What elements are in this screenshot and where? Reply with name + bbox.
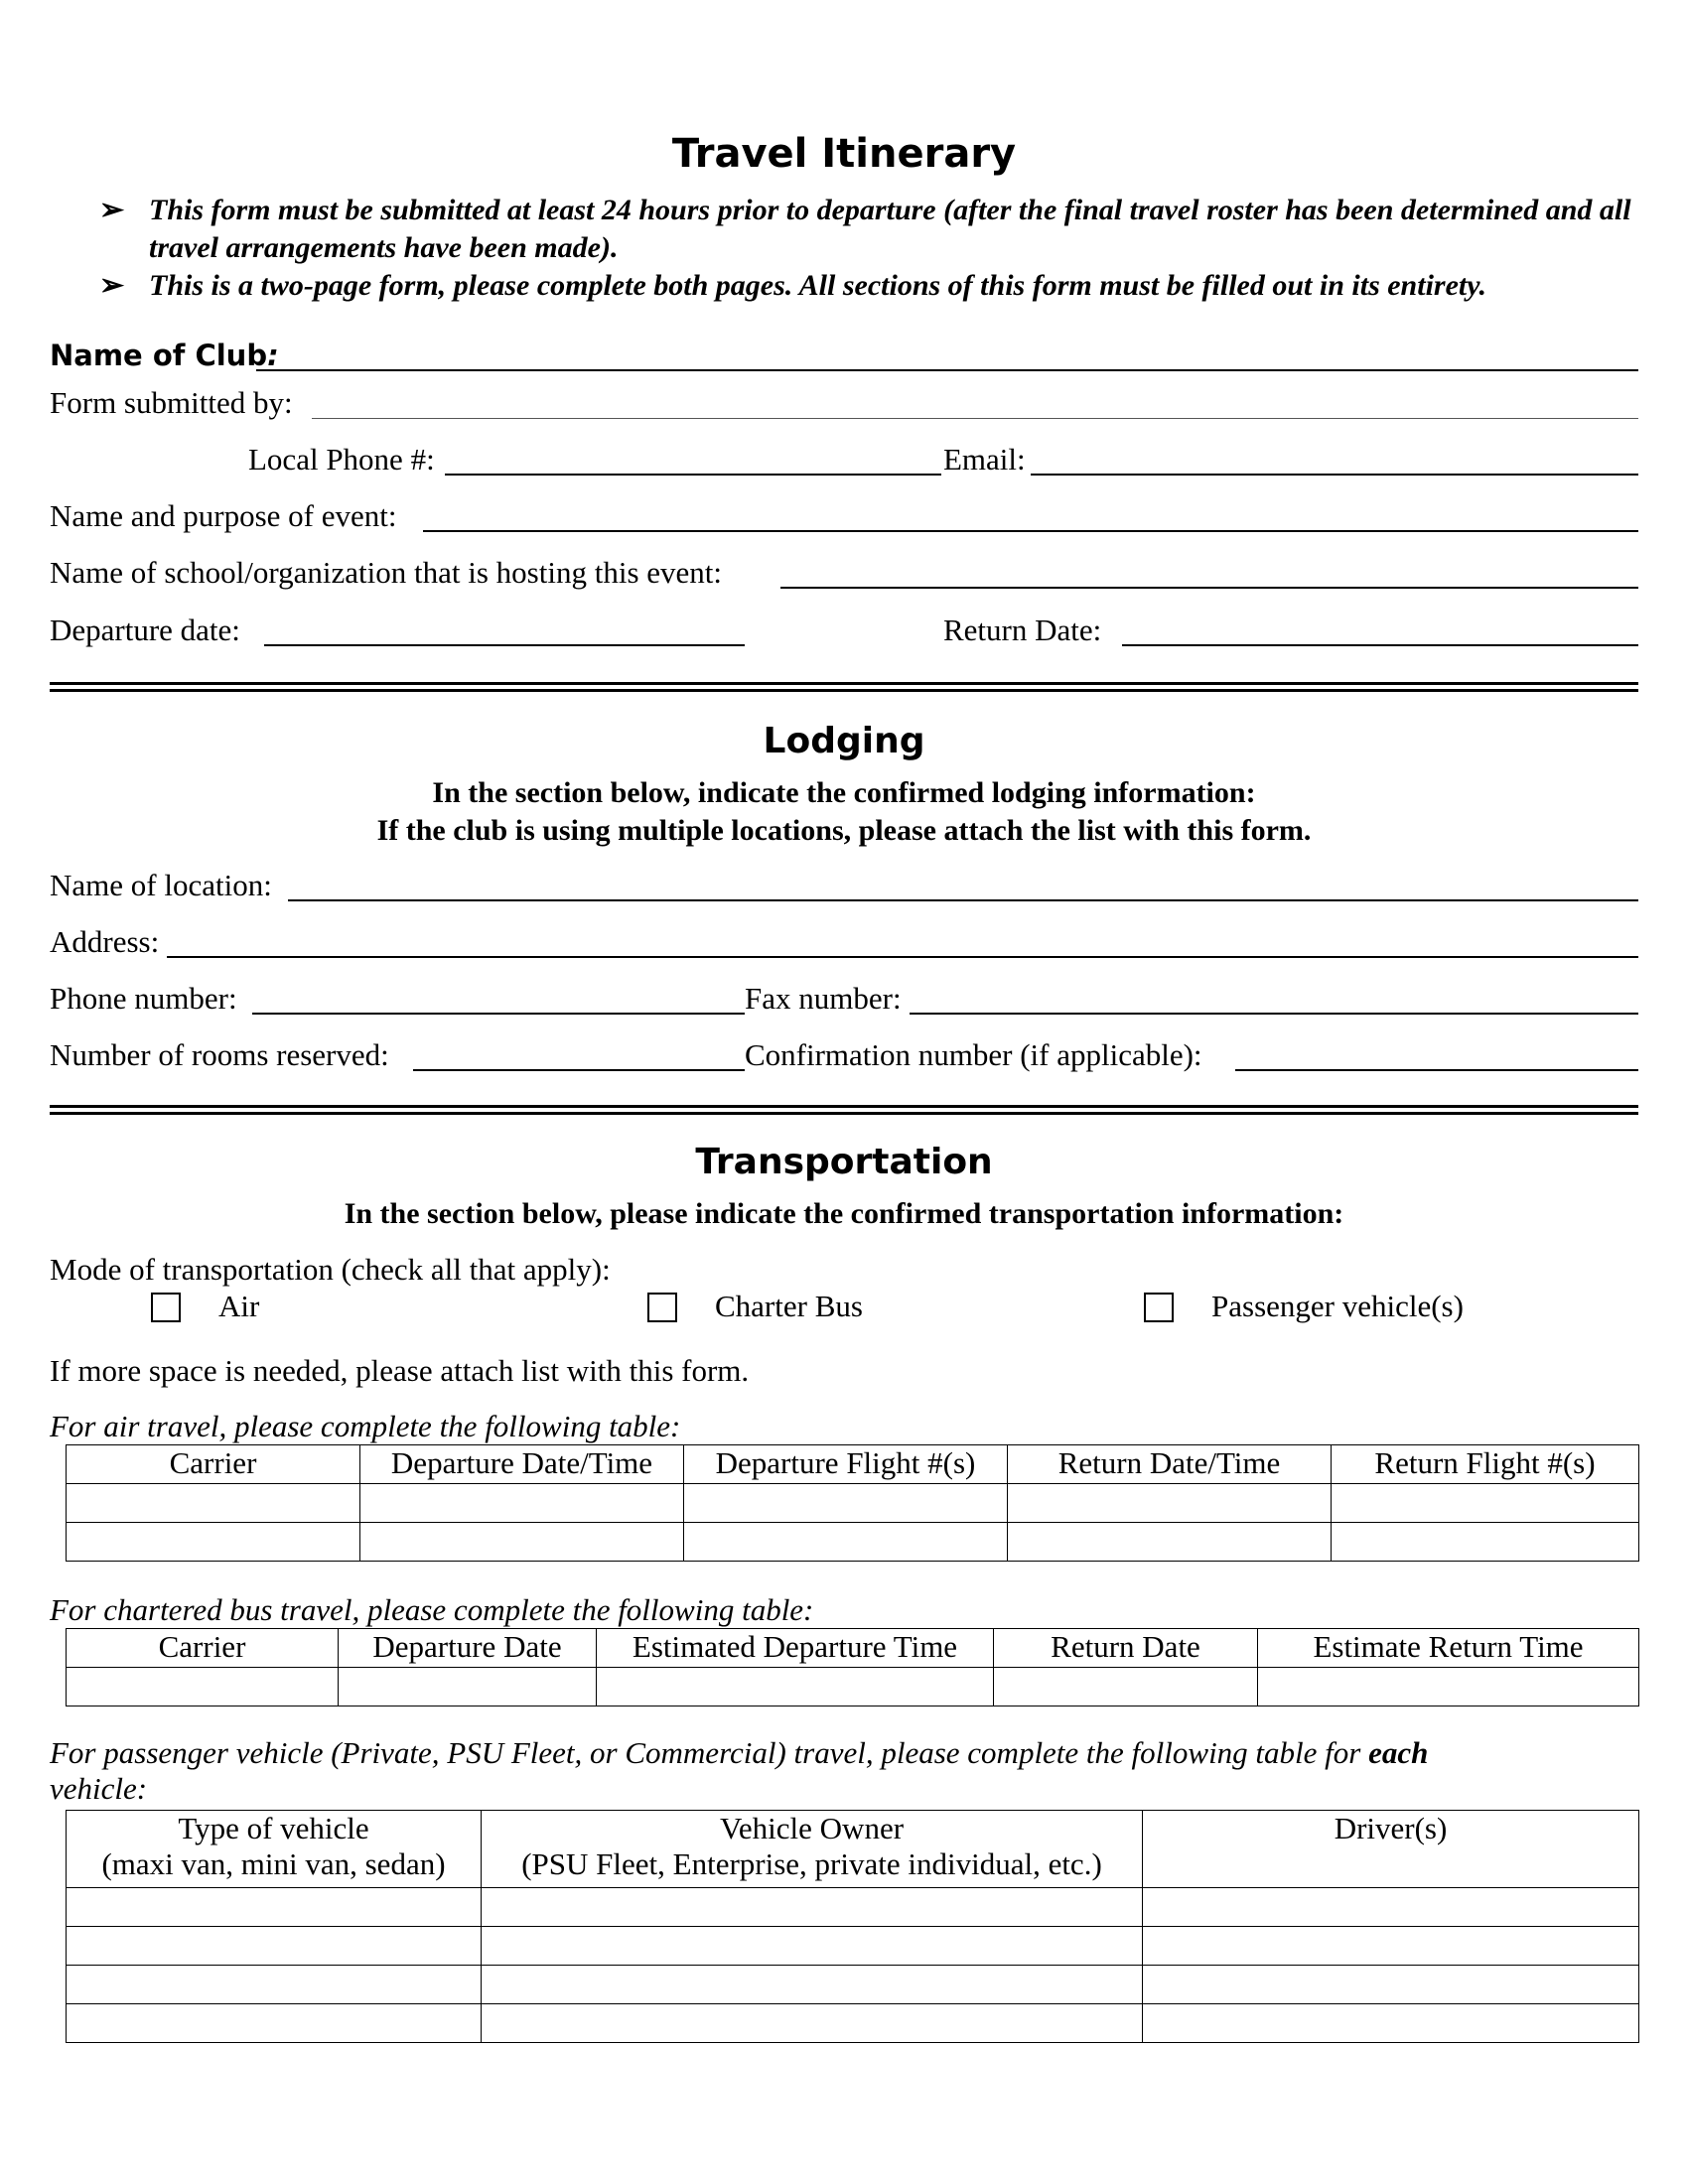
table-cell[interactable] xyxy=(684,1484,1008,1523)
dates-row xyxy=(50,611,1638,650)
passenger-vehicle-option-label: Passenger vehicle(s) xyxy=(1211,1289,1464,1323)
lodging-phone-row xyxy=(50,979,1638,1019)
table-cell[interactable] xyxy=(1143,1966,1639,2004)
instruction-text: This form must be submitted at least 24 hours prior to departure (after the final travel roster has been determined and all travel arrangements have been made). xyxy=(149,194,1631,264)
table-cell[interactable] xyxy=(1143,1888,1639,1927)
table-cell[interactable] xyxy=(67,1523,360,1562)
column-header: Departure Flight #(s) xyxy=(684,1445,1008,1484)
return-date-label: Return Date: xyxy=(943,613,1102,647)
table-row xyxy=(67,1927,1639,1966)
rooms-row xyxy=(50,1035,1638,1075)
table-cell[interactable] xyxy=(1332,1484,1639,1523)
confirmation-label: Confirmation number (if applicable): xyxy=(745,1037,1202,1072)
instruction-bullet xyxy=(99,267,1648,305)
rooms-label: Number of rooms reserved: xyxy=(50,1037,389,1072)
column-header: Return Date/Time xyxy=(1008,1445,1332,1484)
location-field[interactable] xyxy=(288,899,1638,901)
charter-bus-option-label: Charter Bus xyxy=(715,1289,863,1323)
fax-field[interactable] xyxy=(910,1013,1638,1015)
column-header: Driver(s) xyxy=(1143,1811,1639,1888)
column-header: Carrier xyxy=(67,1445,360,1484)
lodging-phone-field[interactable] xyxy=(252,1013,745,1015)
table-cell[interactable] xyxy=(1143,2004,1639,2043)
instruction-text: This is a two-page form, please complete both pages. All sections of this form must be filled out in its entirety. xyxy=(149,269,1486,302)
column-header: Carrier xyxy=(67,1629,339,1668)
air-checkbox[interactable] xyxy=(151,1293,181,1322)
air-option-label: Air xyxy=(218,1289,260,1323)
table-row xyxy=(67,2004,1639,2043)
transportation-instruction: In the section below, please indicate the confirmed transportation information: xyxy=(344,1197,1344,1230)
column-header: Departure Date xyxy=(339,1629,597,1668)
table-row xyxy=(67,1966,1639,2004)
location-row xyxy=(50,866,1638,905)
air-travel-table xyxy=(66,1444,1639,1562)
return-date-field[interactable] xyxy=(1122,644,1638,646)
instructions-list xyxy=(99,192,1648,305)
local-phone-label: Local Phone #: xyxy=(248,442,435,477)
table-cell[interactable] xyxy=(994,1668,1258,1706)
arrow-bullet-icon: ➢ xyxy=(99,194,125,226)
table-cell[interactable] xyxy=(684,1523,1008,1562)
event-row xyxy=(50,496,1638,536)
fax-label: Fax number: xyxy=(745,981,902,1016)
submitted-by-label: Form submitted by: xyxy=(50,385,293,420)
table-cell[interactable] xyxy=(482,2004,1143,2043)
table-cell[interactable] xyxy=(1143,1927,1639,1966)
table-cell[interactable] xyxy=(67,1927,482,1966)
column-header: Type of vehicle (maxi van, mini van, sedan) xyxy=(67,1811,482,1888)
event-label: Name and purpose of event: xyxy=(50,498,397,533)
vehicle-table-caption: For passenger vehicle (Private, PSU Fleet, or Commercial) travel, please complete the following table for each xyxy=(50,1735,1429,1770)
rooms-field[interactable] xyxy=(413,1069,745,1071)
column-header: Return Date xyxy=(994,1629,1258,1668)
table-cell[interactable] xyxy=(67,1888,482,1927)
table-cell[interactable] xyxy=(1008,1484,1332,1523)
instruction-bullet xyxy=(99,192,1648,267)
table-cell[interactable] xyxy=(67,1484,360,1523)
table-cell[interactable] xyxy=(339,1668,597,1706)
host-row xyxy=(50,553,1638,593)
mode-label: Mode of transportation (check all that apply): xyxy=(50,1252,611,1287)
departure-date-label: Departure date: xyxy=(50,613,240,647)
location-label: Name of location: xyxy=(50,868,272,902)
section-divider xyxy=(50,1105,1638,1115)
table-cell[interactable] xyxy=(67,2004,482,2043)
table-header-row xyxy=(67,1811,1639,1888)
air-table-caption: For air travel, please complete the following table: xyxy=(50,1409,681,1443)
table-cell[interactable] xyxy=(1008,1523,1332,1562)
form-page xyxy=(50,0,1638,2184)
charter-bus-checkbox[interactable] xyxy=(647,1293,677,1322)
table-row xyxy=(67,1523,1639,1562)
page-title: Travel Itinerary xyxy=(671,131,1017,177)
table-cell[interactable] xyxy=(482,1966,1143,2004)
club-name-row xyxy=(50,336,1638,375)
table-header-row xyxy=(67,1445,1639,1484)
local-phone-field[interactable] xyxy=(445,474,941,476)
table-cell[interactable] xyxy=(67,1668,339,1706)
submitted-by-field[interactable] xyxy=(312,418,1638,419)
club-name-label: Name of Club: xyxy=(50,339,279,372)
lodging-instruction: In the section below, indicate the confirmed lodging information: xyxy=(432,776,1256,809)
departure-date-field[interactable] xyxy=(264,644,745,646)
submitted-by-row xyxy=(50,383,1638,423)
table-cell[interactable] xyxy=(482,1888,1143,1927)
column-header: Return Flight #(s) xyxy=(1332,1445,1639,1484)
table-row xyxy=(67,1888,1639,1927)
lodging-phone-label: Phone number: xyxy=(50,981,237,1016)
table-row xyxy=(67,1668,1639,1706)
column-header: Vehicle Owner (PSU Fleet, Enterprise, private individual, etc.) xyxy=(482,1811,1143,1888)
table-cell[interactable] xyxy=(1258,1668,1639,1706)
lodging-instruction: If the club is using multiple locations, please attach the list with this form. xyxy=(376,814,1312,847)
lodging-heading: Lodging xyxy=(763,721,925,761)
passenger-vehicle-checkbox[interactable] xyxy=(1144,1293,1174,1322)
bus-travel-table xyxy=(66,1628,1639,1706)
vehicle-table-caption-cont: vehicle: xyxy=(50,1771,148,1806)
table-row xyxy=(67,1484,1639,1523)
contact-row xyxy=(50,440,1638,479)
address-field[interactable] xyxy=(167,956,1638,958)
table-cell[interactable] xyxy=(482,1927,1143,1966)
event-field[interactable] xyxy=(423,530,1638,532)
host-label: Name of school/organization that is hosting this event: xyxy=(50,555,723,590)
arrow-bullet-icon: ➢ xyxy=(99,269,125,302)
address-row xyxy=(50,922,1638,962)
host-field[interactable] xyxy=(780,587,1638,589)
table-cell[interactable] xyxy=(597,1668,994,1706)
table-cell[interactable] xyxy=(67,1966,482,2004)
address-label: Address: xyxy=(50,924,160,959)
email-field[interactable] xyxy=(1031,474,1638,476)
confirmation-field[interactable] xyxy=(1235,1069,1638,1071)
column-header: Estimate Return Time xyxy=(1258,1629,1639,1668)
club-name-field[interactable] xyxy=(256,369,1638,371)
table-header-row xyxy=(67,1629,1639,1668)
bus-table-caption: For chartered bus travel, please complete the following table: xyxy=(50,1592,814,1627)
table-cell[interactable] xyxy=(360,1484,684,1523)
more-space-note: If more space is needed, please attach list with this form. xyxy=(50,1353,750,1388)
table-cell[interactable] xyxy=(360,1523,684,1562)
transportation-heading: Transportation xyxy=(695,1142,993,1182)
table-cell[interactable] xyxy=(1332,1523,1639,1562)
column-header: Departure Date/Time xyxy=(360,1445,684,1484)
passenger-vehicle-table xyxy=(66,1810,1639,2043)
email-label: Email: xyxy=(943,442,1026,477)
column-header: Estimated Departure Time xyxy=(597,1629,994,1668)
section-divider xyxy=(50,682,1638,692)
